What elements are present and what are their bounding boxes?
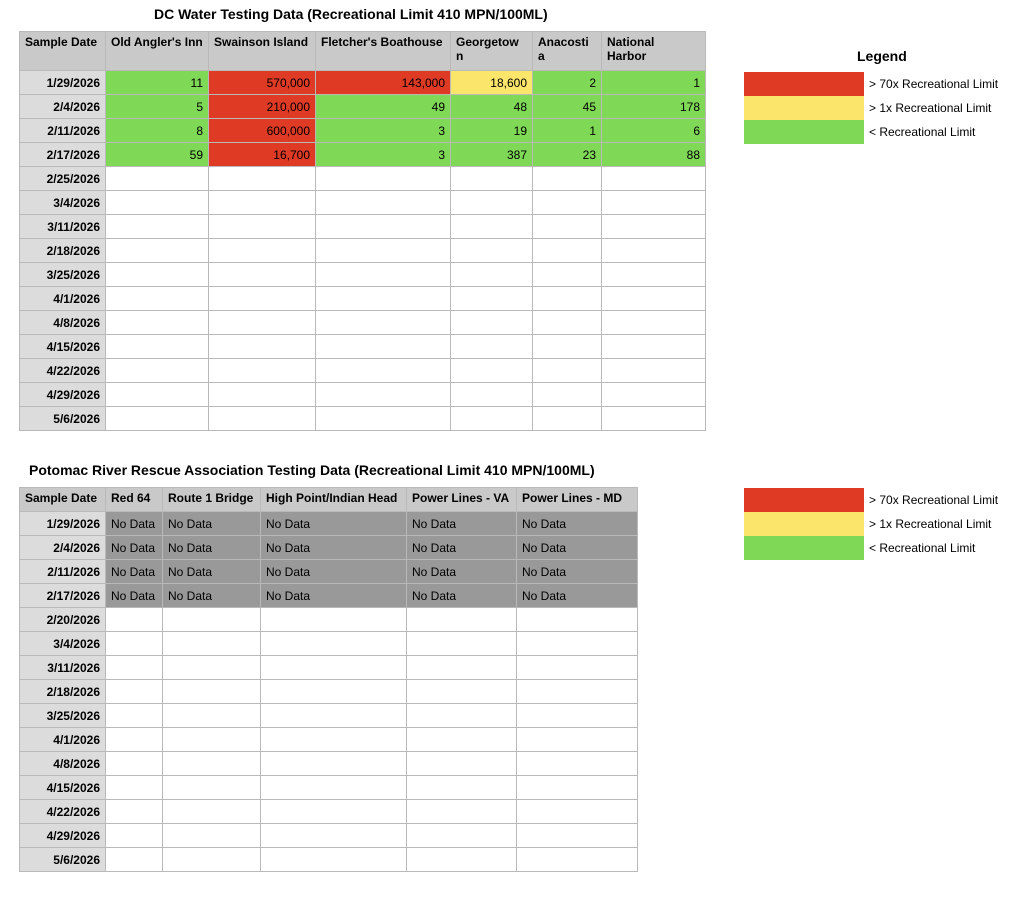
empty-cell — [517, 632, 638, 656]
empty-cell — [407, 752, 517, 776]
column-header-sample-date: Sample Date — [20, 488, 106, 512]
sample-date-cell: 3/4/2026 — [20, 632, 106, 656]
legend-swatch-yellow — [744, 512, 864, 536]
column-header-sample-date: Sample Date — [20, 32, 106, 71]
legend-item — [744, 72, 998, 96]
empty-cell — [602, 287, 706, 311]
data-cell-swainson-island: 16,700 — [209, 143, 316, 167]
empty-cell — [106, 800, 163, 824]
empty-cell — [106, 167, 209, 191]
table-row — [20, 95, 706, 119]
prra-testing-table — [19, 487, 638, 872]
sample-date-cell: 4/8/2026 — [20, 752, 106, 776]
empty-cell — [533, 191, 602, 215]
empty-cell — [602, 215, 706, 239]
data-cell-high-point-indian-head: No Data — [261, 512, 407, 536]
dc-water-testing-table — [19, 31, 706, 431]
data-cell-red-64: No Data — [106, 536, 163, 560]
sample-date-cell: 3/11/2026 — [20, 656, 106, 680]
table-row — [20, 584, 638, 608]
empty-cell — [209, 407, 316, 431]
empty-cell — [451, 359, 533, 383]
legend-label: > 1x Recreational Limit — [869, 101, 992, 115]
sample-date-cell: 3/11/2026 — [20, 215, 106, 239]
empty-cell — [261, 656, 407, 680]
table-row — [20, 167, 706, 191]
empty-cell — [209, 383, 316, 407]
empty-cell — [316, 311, 451, 335]
data-cell-high-point-indian-head: No Data — [261, 560, 407, 584]
data-cell-route-1-bridge: No Data — [163, 584, 261, 608]
empty-cell — [517, 728, 638, 752]
empty-cell — [533, 335, 602, 359]
table-row — [20, 848, 638, 872]
sample-date-cell: 4/29/2026 — [20, 824, 106, 848]
empty-cell — [316, 287, 451, 311]
empty-cell — [451, 311, 533, 335]
sample-date-cell: 4/15/2026 — [20, 776, 106, 800]
empty-cell — [316, 167, 451, 191]
empty-cell — [106, 191, 209, 215]
empty-cell — [106, 728, 163, 752]
data-cell-swainson-island: 600,000 — [209, 119, 316, 143]
empty-cell — [451, 287, 533, 311]
empty-cell — [209, 335, 316, 359]
table-row — [20, 728, 638, 752]
data-cell-old-angler-s-inn: 59 — [106, 143, 209, 167]
empty-cell — [407, 728, 517, 752]
legend-label: < Recreational Limit — [869, 125, 976, 139]
sample-date-cell: 4/1/2026 — [20, 728, 106, 752]
empty-cell — [602, 263, 706, 287]
empty-cell — [261, 776, 407, 800]
empty-cell — [316, 383, 451, 407]
empty-cell — [602, 383, 706, 407]
data-cell-power-lines-va: No Data — [407, 536, 517, 560]
table-row — [20, 608, 638, 632]
table-row — [20, 263, 706, 287]
data-cell-power-lines-md: No Data — [517, 560, 638, 584]
table-row — [20, 512, 638, 536]
data-cell-georgetow-n: 387 — [451, 143, 533, 167]
empty-cell — [261, 752, 407, 776]
data-cell-national-harbor: 6 — [602, 119, 706, 143]
column-header-georgetow-n: Georgetow n — [451, 32, 533, 71]
empty-cell — [106, 848, 163, 872]
legend-swatch-yellow — [744, 96, 864, 120]
empty-cell — [106, 680, 163, 704]
sample-date-cell: 4/29/2026 — [20, 383, 106, 407]
empty-cell — [517, 776, 638, 800]
data-cell-national-harbor: 88 — [602, 143, 706, 167]
table-row — [20, 287, 706, 311]
empty-cell — [106, 383, 209, 407]
empty-cell — [106, 752, 163, 776]
data-cell-high-point-indian-head: No Data — [261, 536, 407, 560]
empty-cell — [163, 824, 261, 848]
table-row — [20, 776, 638, 800]
empty-cell — [209, 287, 316, 311]
empty-cell — [316, 239, 451, 263]
prra-table-title: Potomac River Rescue Association Testing Data (Recreational Limit 410 MPN/100ML) — [29, 462, 595, 478]
sample-date-cell: 2/11/2026 — [20, 119, 106, 143]
data-cell-power-lines-md: No Data — [517, 512, 638, 536]
empty-cell — [407, 824, 517, 848]
empty-cell — [451, 335, 533, 359]
empty-cell — [106, 776, 163, 800]
data-cell-georgetow-n: 19 — [451, 119, 533, 143]
empty-cell — [163, 656, 261, 680]
empty-cell — [451, 215, 533, 239]
column-header-high-point-indian-head: High Point/Indian Head — [261, 488, 407, 512]
table-row — [20, 824, 638, 848]
empty-cell — [517, 656, 638, 680]
data-cell-power-lines-md: No Data — [517, 536, 638, 560]
data-cell-fletcher-s-boathouse: 3 — [316, 119, 451, 143]
empty-cell — [163, 632, 261, 656]
data-cell-red-64: No Data — [106, 584, 163, 608]
empty-cell — [602, 407, 706, 431]
sample-date-cell: 2/4/2026 — [20, 536, 106, 560]
column-header-power-lines-va: Power Lines - VA — [407, 488, 517, 512]
sample-date-cell: 1/29/2026 — [20, 512, 106, 536]
legend-swatch-green — [744, 120, 864, 144]
data-cell-route-1-bridge: No Data — [163, 560, 261, 584]
data-cell-anacosti-a: 45 — [533, 95, 602, 119]
data-cell-national-harbor: 1 — [602, 71, 706, 95]
table-row — [20, 680, 638, 704]
empty-cell — [209, 239, 316, 263]
empty-cell — [106, 335, 209, 359]
empty-cell — [517, 608, 638, 632]
legend-item — [744, 96, 998, 120]
data-cell-swainson-island: 570,000 — [209, 71, 316, 95]
legend-title: Legend — [857, 48, 907, 64]
sample-date-cell: 2/18/2026 — [20, 680, 106, 704]
sample-date-cell: 4/22/2026 — [20, 800, 106, 824]
sample-date-cell: 3/25/2026 — [20, 263, 106, 287]
sample-date-cell: 2/17/2026 — [20, 584, 106, 608]
empty-cell — [209, 215, 316, 239]
empty-cell — [517, 704, 638, 728]
data-cell-high-point-indian-head: No Data — [261, 584, 407, 608]
table-row — [20, 335, 706, 359]
sample-date-cell: 4/22/2026 — [20, 359, 106, 383]
empty-cell — [106, 656, 163, 680]
sample-date-cell: 4/1/2026 — [20, 287, 106, 311]
empty-cell — [106, 287, 209, 311]
empty-cell — [209, 191, 316, 215]
empty-cell — [533, 407, 602, 431]
column-header-anacosti-a: Anacosti a — [533, 32, 602, 71]
empty-cell — [106, 359, 209, 383]
table-row — [20, 632, 638, 656]
sample-date-cell: 5/6/2026 — [20, 407, 106, 431]
empty-cell — [316, 263, 451, 287]
table-row — [20, 239, 706, 263]
empty-cell — [163, 680, 261, 704]
empty-cell — [407, 632, 517, 656]
empty-cell — [407, 608, 517, 632]
empty-cell — [407, 704, 517, 728]
column-header-route-1-bridge: Route 1 Bridge — [163, 488, 261, 512]
table-row — [20, 359, 706, 383]
legend-label: > 1x Recreational Limit — [869, 517, 992, 531]
empty-cell — [209, 263, 316, 287]
empty-cell — [602, 335, 706, 359]
table-row — [20, 656, 638, 680]
empty-cell — [533, 239, 602, 263]
data-cell-red-64: No Data — [106, 512, 163, 536]
empty-cell — [602, 167, 706, 191]
legend-secondary — [744, 488, 998, 560]
table-row — [20, 71, 706, 95]
empty-cell — [407, 848, 517, 872]
empty-cell — [106, 632, 163, 656]
data-cell-fletcher-s-boathouse: 143,000 — [316, 71, 451, 95]
legend-swatch-green — [744, 536, 864, 560]
empty-cell — [209, 167, 316, 191]
sample-date-cell: 2/11/2026 — [20, 560, 106, 584]
empty-cell — [407, 680, 517, 704]
empty-cell — [517, 800, 638, 824]
sample-date-cell: 2/25/2026 — [20, 167, 106, 191]
empty-cell — [316, 359, 451, 383]
table-row — [20, 215, 706, 239]
data-cell-anacosti-a: 1 — [533, 119, 602, 143]
empty-cell — [209, 359, 316, 383]
empty-cell — [533, 167, 602, 191]
data-cell-route-1-bridge: No Data — [163, 512, 261, 536]
empty-cell — [533, 359, 602, 383]
empty-cell — [209, 311, 316, 335]
legend-item — [744, 512, 998, 536]
legend-label: > 70x Recreational Limit — [869, 493, 999, 507]
sample-date-cell: 2/20/2026 — [20, 608, 106, 632]
empty-cell — [451, 167, 533, 191]
empty-cell — [106, 311, 209, 335]
data-cell-old-angler-s-inn: 8 — [106, 119, 209, 143]
table-row — [20, 191, 706, 215]
column-header-power-lines-md: Power Lines - MD — [517, 488, 638, 512]
empty-cell — [602, 311, 706, 335]
empty-cell — [261, 728, 407, 752]
sample-date-cell: 3/4/2026 — [20, 191, 106, 215]
column-header-old-angler-s-inn: Old Angler's Inn — [106, 32, 209, 71]
empty-cell — [517, 752, 638, 776]
empty-cell — [106, 824, 163, 848]
data-cell-anacosti-a: 2 — [533, 71, 602, 95]
data-cell-old-angler-s-inn: 5 — [106, 95, 209, 119]
empty-cell — [451, 407, 533, 431]
empty-cell — [261, 704, 407, 728]
table-row — [20, 143, 706, 167]
empty-cell — [517, 680, 638, 704]
data-cell-old-angler-s-inn: 11 — [106, 71, 209, 95]
empty-cell — [451, 383, 533, 407]
empty-cell — [163, 752, 261, 776]
sample-date-cell: 2/17/2026 — [20, 143, 106, 167]
empty-cell — [106, 608, 163, 632]
table-row — [20, 383, 706, 407]
table-row — [20, 800, 638, 824]
empty-cell — [261, 608, 407, 632]
empty-cell — [316, 215, 451, 239]
data-cell-anacosti-a: 23 — [533, 143, 602, 167]
table-row — [20, 536, 638, 560]
sample-date-cell: 4/8/2026 — [20, 311, 106, 335]
empty-cell — [106, 263, 209, 287]
table-row — [20, 119, 706, 143]
data-cell-fletcher-s-boathouse: 3 — [316, 143, 451, 167]
empty-cell — [533, 263, 602, 287]
empty-cell — [407, 800, 517, 824]
empty-cell — [533, 215, 602, 239]
empty-cell — [261, 848, 407, 872]
legend-item — [744, 536, 998, 560]
empty-cell — [451, 263, 533, 287]
data-cell-power-lines-va: No Data — [407, 584, 517, 608]
empty-cell — [106, 215, 209, 239]
empty-cell — [261, 800, 407, 824]
empty-cell — [533, 287, 602, 311]
data-cell-power-lines-md: No Data — [517, 584, 638, 608]
legend-swatch-red — [744, 488, 864, 512]
data-cell-route-1-bridge: No Data — [163, 536, 261, 560]
sample-date-cell: 3/25/2026 — [20, 704, 106, 728]
sample-date-cell: 4/15/2026 — [20, 335, 106, 359]
column-header-swainson-island: Swainson Island — [209, 32, 316, 71]
data-cell-swainson-island: 210,000 — [209, 95, 316, 119]
legend-label: < Recreational Limit — [869, 541, 976, 555]
empty-cell — [316, 335, 451, 359]
empty-cell — [602, 191, 706, 215]
column-header-red-64: Red 64 — [106, 488, 163, 512]
sample-date-cell: 2/18/2026 — [20, 239, 106, 263]
sample-date-cell: 2/4/2026 — [20, 95, 106, 119]
empty-cell — [451, 191, 533, 215]
legend-swatch-red — [744, 72, 864, 96]
table-row — [20, 752, 638, 776]
table-row — [20, 704, 638, 728]
empty-cell — [533, 311, 602, 335]
sample-date-cell: 1/29/2026 — [20, 71, 106, 95]
empty-cell — [533, 383, 602, 407]
empty-cell — [261, 632, 407, 656]
empty-cell — [106, 704, 163, 728]
empty-cell — [451, 239, 533, 263]
table-row — [20, 407, 706, 431]
empty-cell — [106, 239, 209, 263]
column-header-fletcher-s-boathouse: Fletcher's Boathouse — [316, 32, 451, 71]
data-cell-power-lines-va: No Data — [407, 512, 517, 536]
empty-cell — [602, 359, 706, 383]
empty-cell — [163, 800, 261, 824]
empty-cell — [407, 776, 517, 800]
data-cell-power-lines-va: No Data — [407, 560, 517, 584]
empty-cell — [106, 407, 209, 431]
legend-item — [744, 120, 998, 144]
data-cell-red-64: No Data — [106, 560, 163, 584]
empty-cell — [261, 824, 407, 848]
empty-cell — [163, 608, 261, 632]
legend — [744, 72, 998, 144]
sample-date-cell: 5/6/2026 — [20, 848, 106, 872]
data-cell-georgetow-n: 18,600 — [451, 71, 533, 95]
legend-item — [744, 488, 998, 512]
empty-cell — [316, 191, 451, 215]
empty-cell — [163, 848, 261, 872]
data-cell-fletcher-s-boathouse: 49 — [316, 95, 451, 119]
empty-cell — [517, 848, 638, 872]
empty-cell — [163, 728, 261, 752]
empty-cell — [517, 824, 638, 848]
dc-water-table-title: DC Water Testing Data (Recreational Limit 410 MPN/100ML) — [154, 6, 548, 22]
empty-cell — [163, 776, 261, 800]
empty-cell — [316, 407, 451, 431]
column-header-national-harbor: National Harbor — [602, 32, 706, 71]
empty-cell — [163, 704, 261, 728]
empty-cell — [407, 656, 517, 680]
table-row — [20, 311, 706, 335]
table-row — [20, 560, 638, 584]
data-cell-national-harbor: 178 — [602, 95, 706, 119]
legend-label: > 70x Recreational Limit — [869, 77, 999, 91]
data-cell-georgetow-n: 48 — [451, 95, 533, 119]
empty-cell — [261, 680, 407, 704]
empty-cell — [602, 239, 706, 263]
